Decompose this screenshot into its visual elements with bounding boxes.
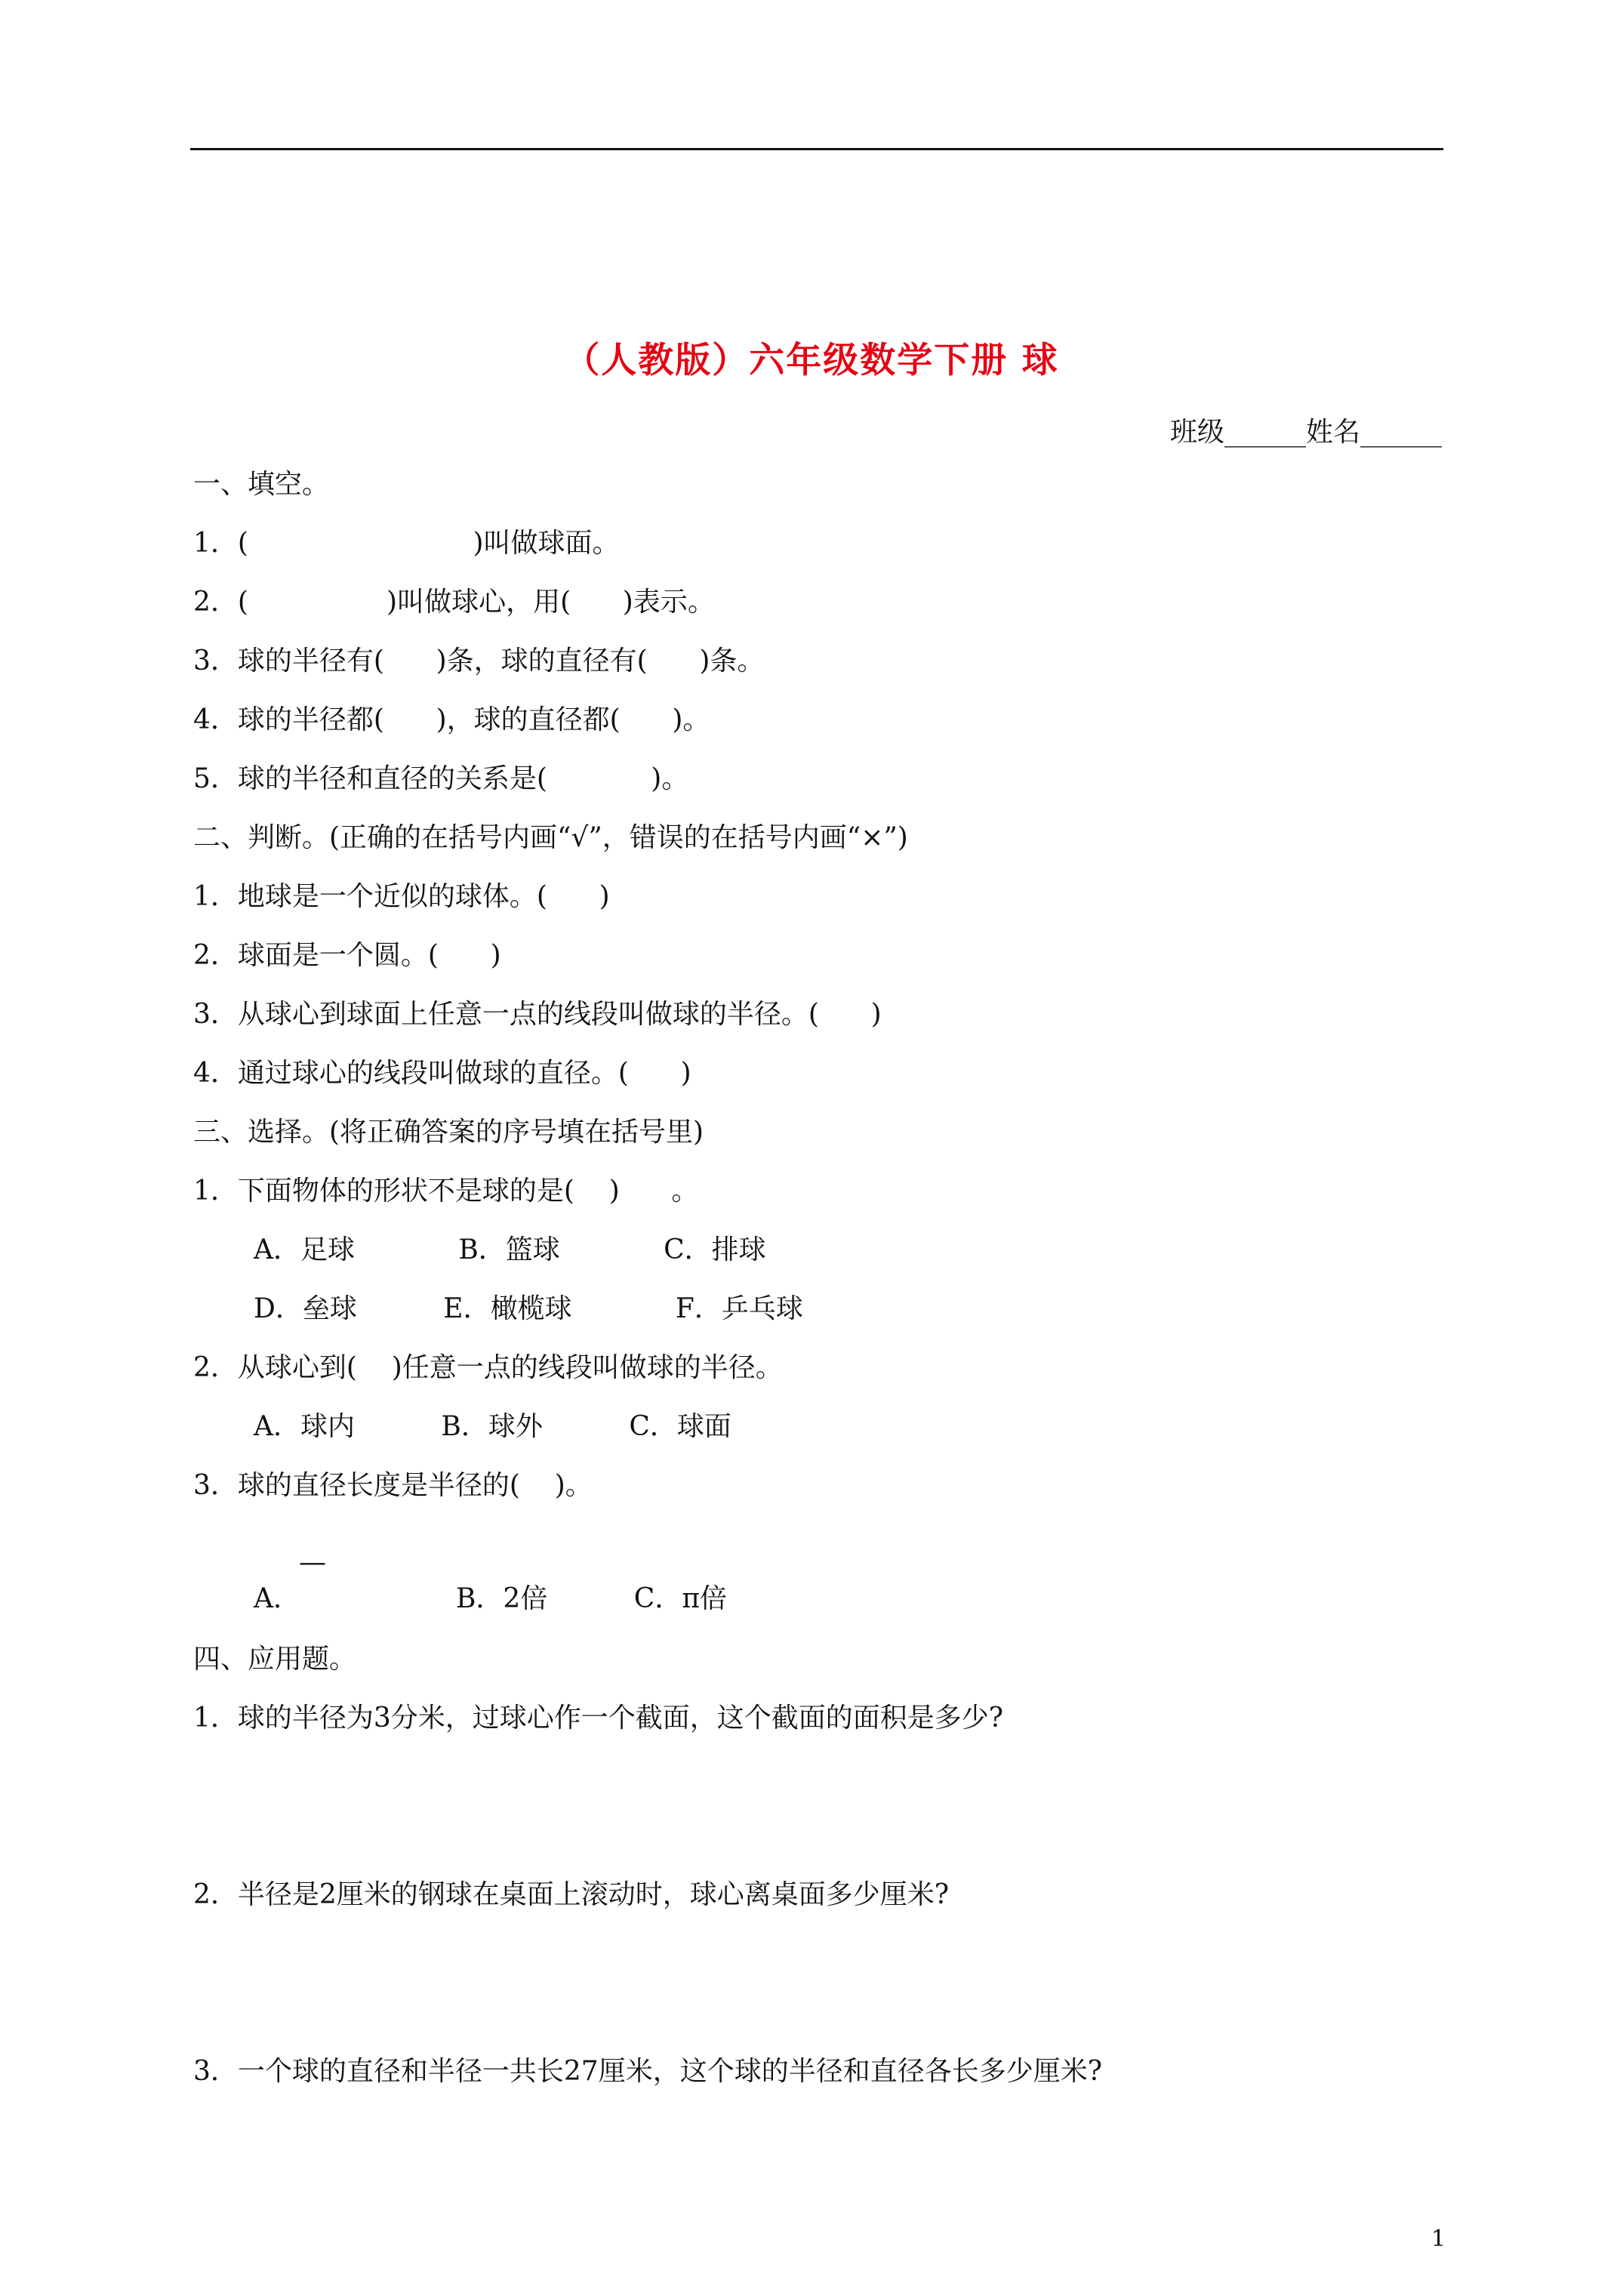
choice-question-1: 1．下面物体的形状不是球的是( ) 。: [193, 1176, 699, 1207]
page-title: （人教版）六年级数学下册 球: [564, 340, 1059, 381]
fill-blank-item-5: 5．球的半径和直径的关系是( )。: [193, 763, 689, 794]
application-question-3: 3．一个球的直径和半径一共长27厘米，这个球的半径和直径各长多少厘米?: [193, 2056, 1103, 2087]
choice-question-2-options: A．球内 B．球外 C．球面: [254, 1411, 731, 1442]
true-false-item-3: 3．从球心到球面上任意一点的线段叫做球的半径。( ): [193, 999, 882, 1030]
true-false-item-2: 2．球面是一个圆。( ): [193, 940, 501, 971]
choice-question-3-options: A． B．2倍 C．π倍: [254, 1583, 727, 1614]
page-number: 1: [1431, 2226, 1446, 2252]
application-question-1: 1．球的半径为3分米，过球心作一个截面，这个截面的面积是多少?: [193, 1703, 1004, 1734]
class-name-line: 班级______姓名______: [1169, 417, 1442, 448]
choice-question-2: 2．从球心到( )任意一点的线段叫做球的半径。: [193, 1352, 783, 1383]
section-heading-choice: 三、选择。(将正确答案的序号填在括号里): [193, 1117, 704, 1148]
choice-question-3-fraction-bar: —: [299, 1547, 326, 1578]
fill-blank-item-4: 4．球的半径都( )，球的直径都( )。: [193, 704, 710, 735]
application-question-2: 2．半径是2厘米的钢球在桌面上滚动时，球心离桌面多少厘米?: [193, 1879, 950, 1910]
fill-blank-item-3: 3．球的半径有( )条，球的直径有( )条。: [193, 646, 765, 676]
section-heading-true-false: 二、判断。(正确的在括号内画“√”，错误的在括号内画“×”): [193, 822, 908, 853]
choice-question-1-options-row-1: A．足球 B．篮球 C．排球: [254, 1234, 766, 1265]
true-false-item-4: 4．通过球心的线段叫做球的直径。( ): [193, 1058, 691, 1089]
section-heading-fill-blank: 一、填空。: [193, 469, 330, 500]
choice-question-1-options-row-2: D．垒球 E．橄榄球 F．乒乓球: [254, 1293, 803, 1324]
fill-blank-item-2: 2．( )叫做球心，用( )表示。: [193, 587, 715, 618]
choice-question-3: 3．球的直径长度是半径的( )。: [193, 1470, 593, 1501]
fill-blank-item-1: 1．( )叫做球面。: [193, 528, 620, 559]
section-heading-application: 四、应用题。: [193, 1644, 357, 1675]
header-rule: [190, 148, 1443, 150]
true-false-item-1: 1．地球是一个近似的球体。( ): [193, 881, 610, 912]
